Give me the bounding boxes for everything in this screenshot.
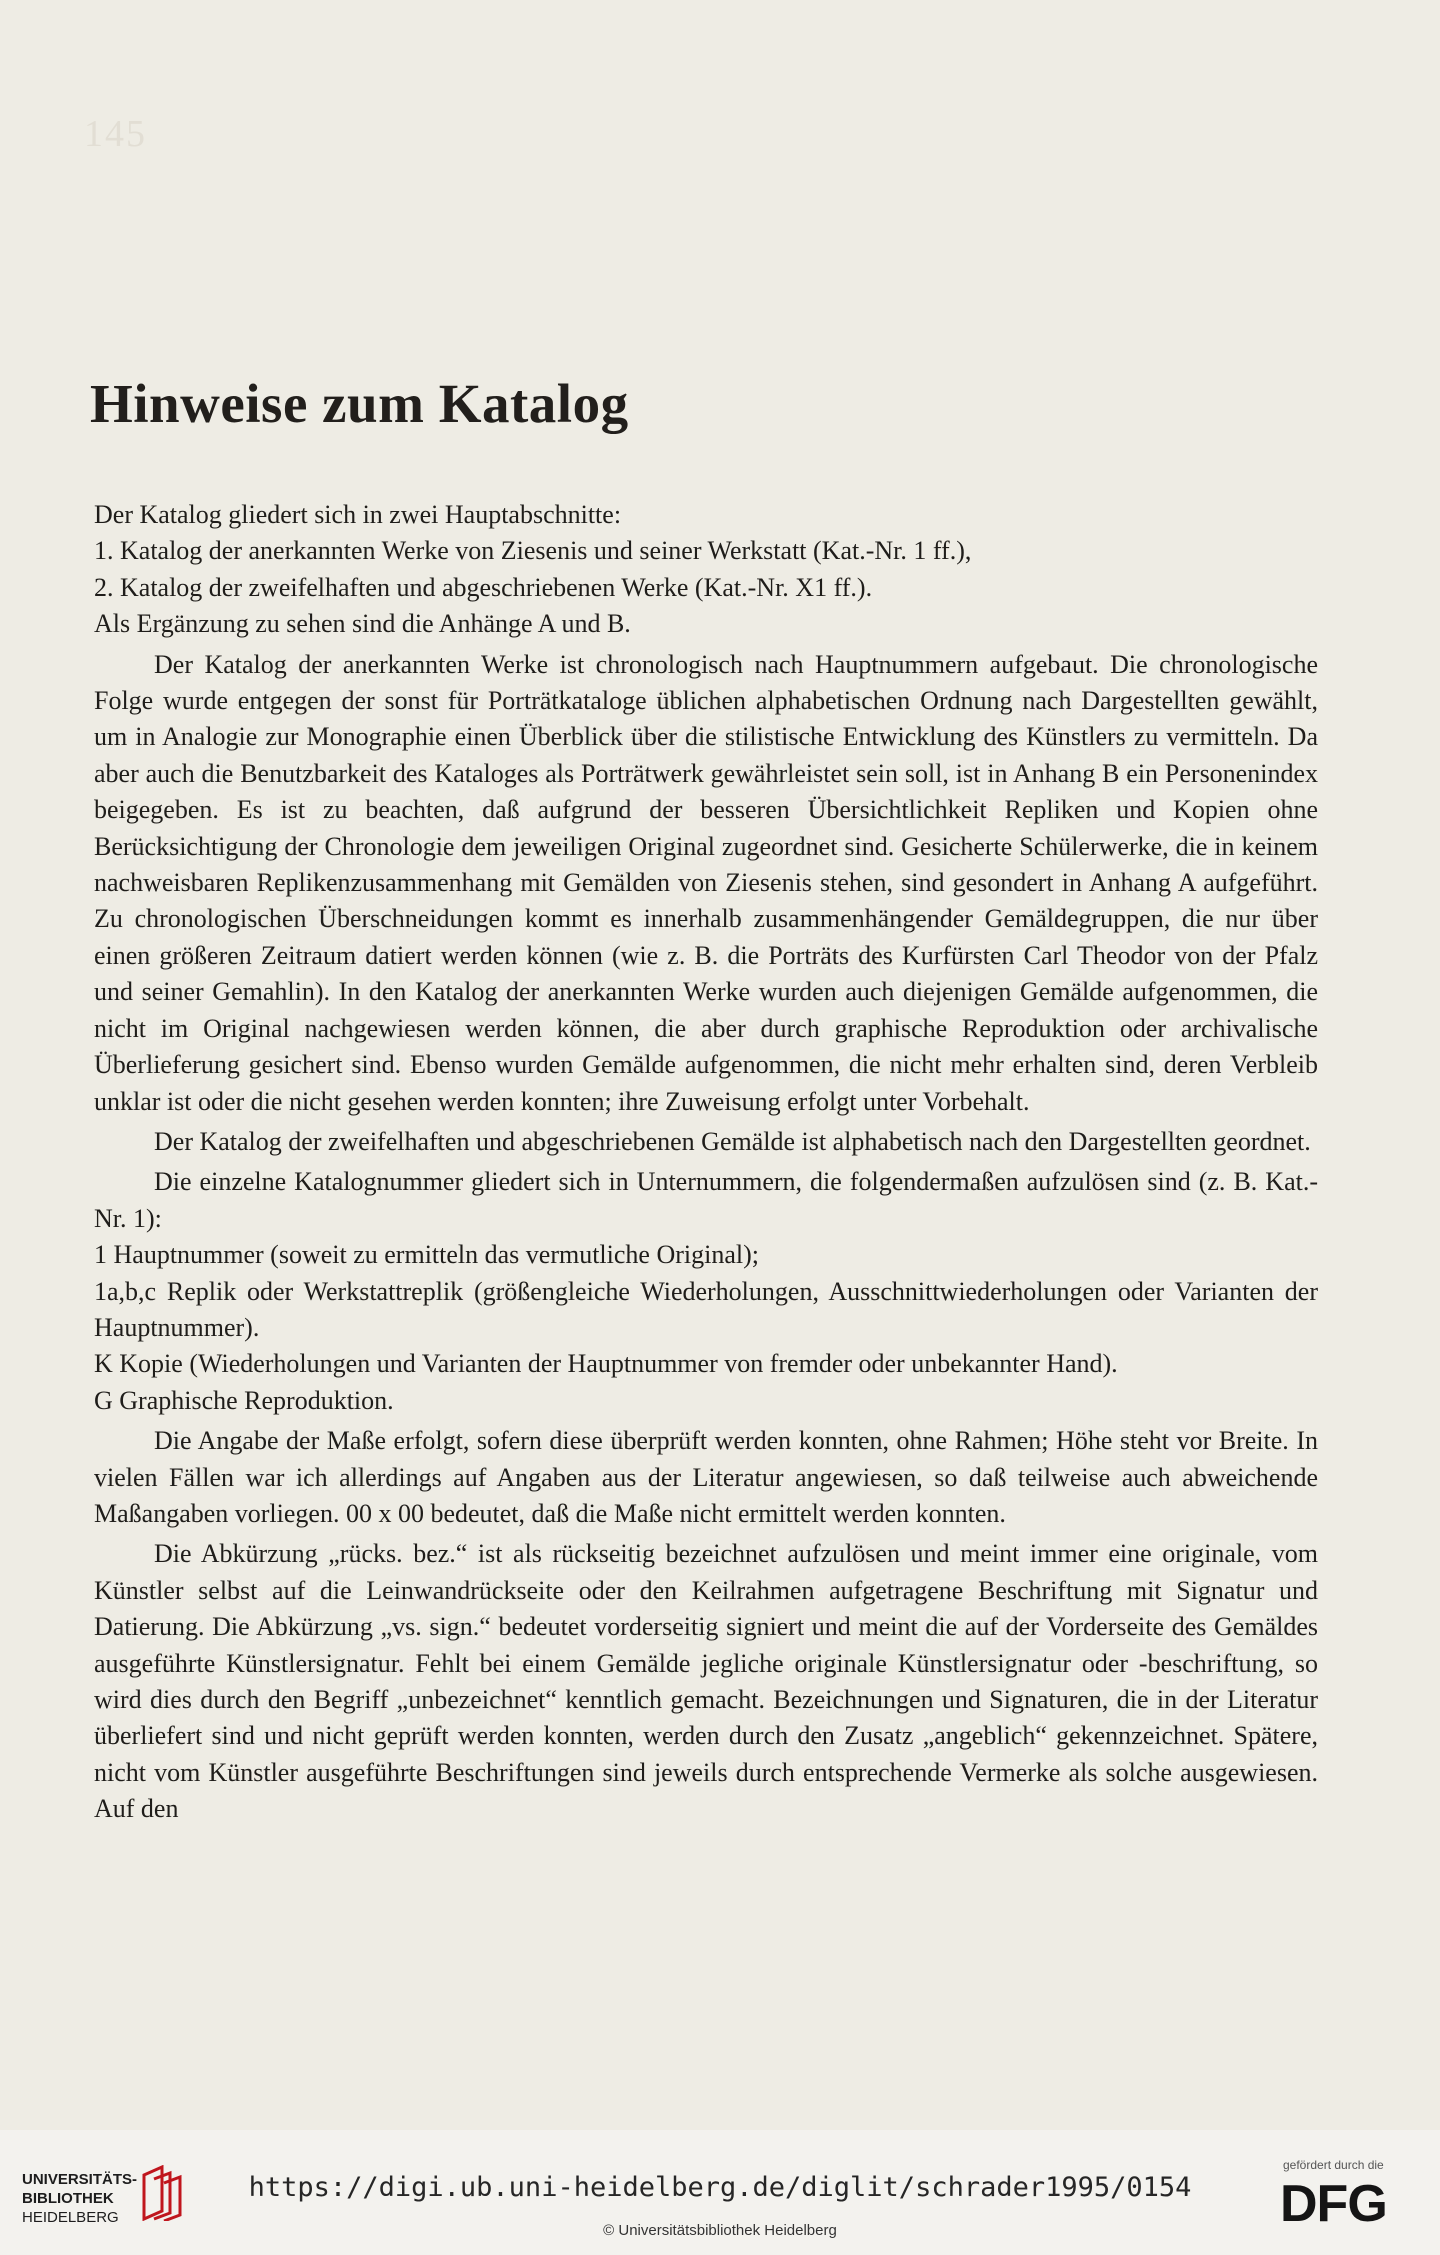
list-item-2: 2. Katalog der zweifelhaften und abgeschriebenen Werke (Kat.-Nr. X1 ff.).: [94, 572, 873, 602]
paragraph-abbreviations: Die Abkürzung „rücks. bez.“ ist als rückseitig bezeichnet aufzulösen und meint immer eine originale, vom Künstler selbst auf die Leinwandrückseite oder den Keilrahmen aufgetragene Beschriftung mit Signatur und Datierung. Die Abkürzung „vs. sign.“ bedeutet vorderseitig signiert und meint die auf der Vorderseite des Gemäldes ausgeführte Künstlersignatur. Fehlt bei einem Gemälde jegliche originale Künstlersignatur oder -beschriftung, so wird dies durch den Begriff „unbezeichnet“ kenntlich gemacht. Bezeichnungen und Signaturen, die in der Literatur überliefert sind und nicht geprüft werden konnten, werden durch den Zusatz „angeblich“ gekennzeichnet. Spätere, nicht vom Künstler ausgeführte Beschriftungen sind jeweils durch entsprechende Vermerke als solche ausgewiesen. Auf den: [94, 1539, 1318, 1824]
subnumber-main: 1 Hauptnummer (soweit zu ermitteln das vermutliche Original);: [94, 1240, 759, 1270]
footer-bar: [0, 2130, 1440, 2255]
paragraph-intro: Der Katalog gliedert sich in zwei Hauptabschnitte:: [94, 500, 622, 529]
paragraph-appendix-note: Als Ergänzung zu sehen sind die Anhänge A und B.: [94, 609, 631, 639]
library-line-1: UNIVERSITÄTS-: [22, 2171, 138, 2188]
library-line-2: BIBLIOTHEK: [22, 2190, 114, 2207]
copyright-text: © Universitätsbibliothek Heidelberg: [603, 2222, 837, 2239]
paragraph-accepted-works: Der Katalog der anerkannten Werke ist chronologisch nach Hauptnummern aufgebaut. Die chronologische Folge wurde entgegen der sonst für Porträtkataloge üblichen alphabetischen Ordnung nach Dargestellten gewählt, um in Analogie zur Monographie einen Überblick über die stilistische Entwicklung des Künstlers zu vermitteln. Da aber auch die Benutzbarkeit des Kataloges als Porträtwerk gewährleistet sein soll, ist in Anhang B ein Personenindex beigegeben. Es ist zu beachten, daß aufgrund der besseren Übersichtlichkeit Repliken und Kopien ohne Berücksichtigung der Chronologie dem jeweiligen Original zugeordnet sind. Gesicherte Schülerwerke, die in keinem nachweisbaren Replikenzusammenhang mit Gemälden von Ziesenis stehen, sind gesondert in Anhang A aufgeführt. Zu chronologischen Überschneidungen kommt es innerhalb zusammenhängender Gemäldegruppen, die nur über einen größeren Zeitraum datiert werden können (wie z. B. die Porträts des Kurfürsten Carl Theodor von der Pfalz und seiner Gemahlin). In den Katalog der anerkannten Werke wurden auch diejenigen Gemälde aufgenommen, die nicht im Original nachgewiesen werden können, die aber durch graphische Reproduktion oder archivalische Überlieferung gesichert sind. Ebenso wurden Gemälde aufgenommen, die nicht mehr erhalten sind, deren Verbleib unklar ist oder die nicht gesehen werden konnten; ihre Zuweisung erfolgt unter Vorbehalt.: [94, 649, 1318, 1116]
subnumber-graphic: G Graphische Reproduktion.: [94, 1385, 394, 1415]
subnumber-replica: 1a,b,c Replik oder Werkstattreplik (größengleiche Wiederholungen, Ausschnittwiederholungen oder Varianten der Hauptnummer).: [94, 1276, 1318, 1342]
body-text: [94, 497, 1318, 1828]
list-item-1: 1. Katalog der anerkannten Werke von Ziesenis und seiner Werkstatt (Kat.-Nr. 1 ff.),: [94, 536, 972, 566]
subnumber-copy: K Kopie (Wiederholungen und Varianten der Hauptnummer von fremder oder unbekannter Hand).: [94, 1349, 1118, 1379]
funded-by-text: gefördert durch die: [1283, 2158, 1384, 2172]
dfg-logo: DFG: [1280, 2175, 1387, 2233]
paragraph-dimensions: Die Angabe der Maße erfolgt, sofern diese überprüft werden konnten, ohne Rahmen; Höhe steht vor Breite. In vielen Fällen war ich allerdings auf Angaben aus der Literatur angewiesen, so daß teilweise auch abweichende Maßangaben vorliegen. 00 x 00 bedeutet, daß die Maße nicht ermittelt werden konnten.: [94, 1426, 1318, 1528]
page-number: 145: [84, 113, 147, 155]
paragraph-doubtful-works: Der Katalog der zweifelhaften und abgeschriebenen Gemälde ist alphabetisch nach den Dargestellten geordnet.: [154, 1126, 1311, 1156]
permalink-url[interactable]: https://digi.ub.uni-heidelberg.de/diglit/schrader1995/0154: [248, 2172, 1192, 2203]
paragraph-catalog-numbers: Die einzelne Katalognummer gliedert sich in Unternummern, die folgendermaßen aufzulösen sind (z. B. Kat.-Nr. 1):: [94, 1167, 1318, 1233]
library-line-3: HEIDELBERG: [22, 2209, 119, 2226]
page-title: Hinweise zum Katalog: [90, 373, 629, 434]
